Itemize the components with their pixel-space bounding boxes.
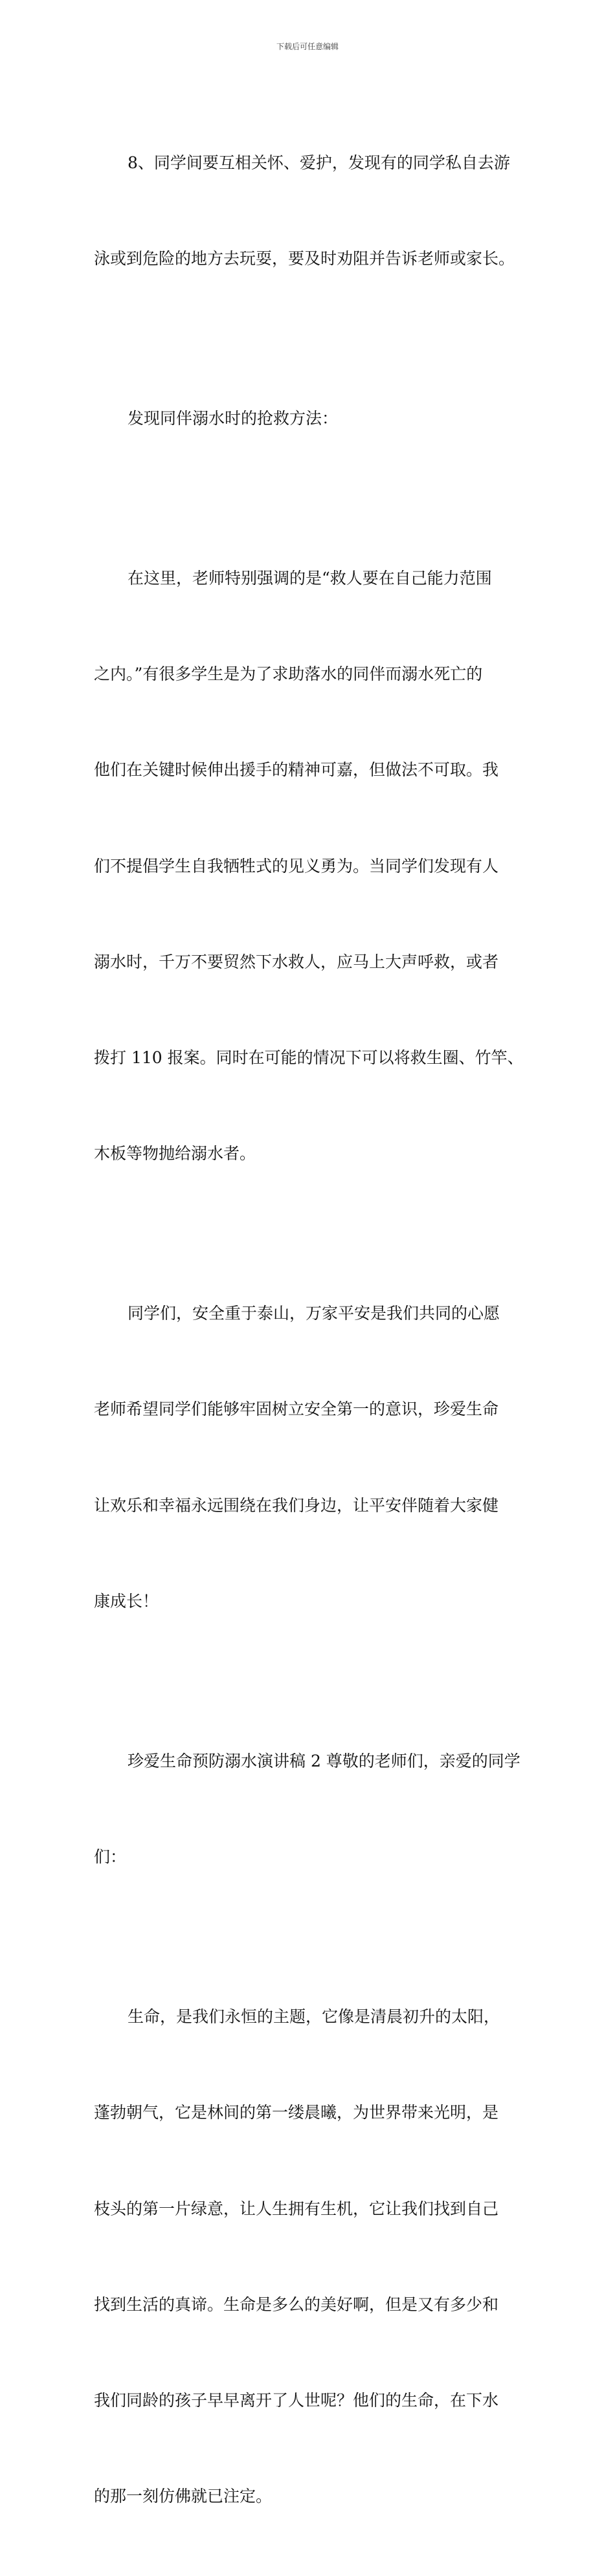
text-line: 们： (94, 1847, 127, 1867)
paragraph-rescue-heading (94, 338, 524, 498)
text-line: 生命，是我们永恒的主题，它像是清晨初升的太阳， (128, 2007, 500, 2027)
text-line: 同学们，安全重于泰山，万家平安是我们共同的心愿 (128, 1304, 500, 1323)
paragraph-classmate-care (94, 83, 524, 338)
text-line: 的那一刻仿佛就已注定。 (94, 2487, 273, 2506)
paragraph-safety-first (94, 1233, 524, 1681)
paragraph-rescue-advice (94, 498, 524, 1233)
text-line: 拨打 110 报案。同时在可能的情况下可以将救生圈、竹竿、 (94, 1048, 524, 1068)
text-line: 我们同龄的孩子早早离开了人世呢？他们的生命，在下水 (94, 2390, 499, 2410)
text-line: 之内。”有很多学生是为了求助落水的同伴而溺水死亡的 (94, 665, 483, 684)
text-line: 溺水时，千万不要贸然下水救人，应马上大声呼救，或者 (94, 952, 499, 971)
text-line: 康成长！ (94, 1591, 159, 1611)
text-line: 他们在关键时候伸出援手的精神可嘉，但做法不可取。我 (94, 760, 499, 780)
text-line: 泳或到危险的地方去玩耍，要及时劝阻并告诉老师或家长。 (94, 249, 515, 269)
text-line: 发现同伴溺水时的抢救方法： (128, 409, 339, 428)
document-body (94, 83, 524, 2576)
paragraph-speech-2-greeting (94, 1681, 524, 1937)
text-line: 枝头的第一片绿意，让人生拥有生机，它让我们找到自己 (94, 2199, 499, 2218)
text-line: 木板等物抛给溺水者。 (94, 1144, 256, 1163)
text-line: 找到生活的真谛。生命是多么的美好啊，但是又有多少和 (94, 2295, 499, 2314)
text-line: 珍爱生命预防溺水演讲稿 2 尊敬的老师们，亲爱的同学 (128, 1751, 520, 1770)
text-line: 老师希望同学们能够牢固树立安全第一的意识，珍爱生命 (94, 1400, 499, 1419)
text-line: 8、同学间要互相关怀、爱护，发现有的同学私自去游 (128, 153, 510, 172)
paragraph-life-theme (94, 1937, 524, 2576)
text-line: 在这里，老师特别强调的是“救人要在自己能力范围 (128, 569, 492, 588)
text-line: 们不提倡学生自我牺牲式的见义勇为。当同学们发现有人 (94, 856, 499, 875)
text-line: 让欢乐和幸福永远围绕在我们身边，让平安伴随着大家健 (94, 1495, 499, 1515)
text-line: 蓬勃朝气，它是林间的第一缕晨曦，为世界带来光明，是 (94, 2103, 499, 2122)
page-header: 下载后可任意编辑 (276, 42, 339, 51)
